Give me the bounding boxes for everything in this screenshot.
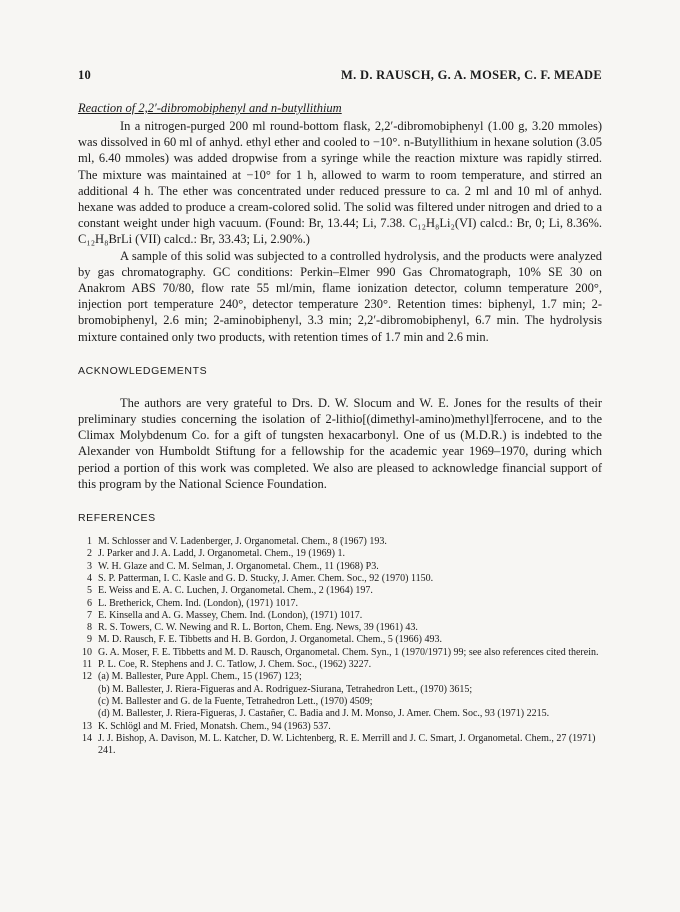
- reference-item: [78, 573, 602, 585]
- reference-number: 6: [87, 597, 92, 609]
- reference-text: (a) M. Ballester, Pure Appl. Chem., 15 (1967) 123; (b) M. Ballester, J. Riera-Figueras and A. Rodriguez-Siurana, Tetrahedron Lett., (1970) 3615; (c) M. Ballester and G. de la Fuente, Tetrahedron Lett., (1970) 4509; (d) M. Ballester, J. Riera-Figueras, J. Castañer, C. Badia and J. M. Monso, J. Amer. Chem. Soc., 93 (1971) 2215.: [98, 671, 602, 720]
- page-number: 10: [78, 68, 92, 82]
- references-heading: REFERENCES: [78, 512, 156, 525]
- reference-number: 2: [87, 548, 92, 560]
- reference-item: [78, 659, 602, 671]
- section-title: Reaction of 2,2′-dibromobiphenyl and n-butyllithium: [78, 101, 342, 115]
- running-head: [78, 68, 602, 83]
- reference-item: [78, 536, 602, 548]
- reference-item: [78, 598, 602, 610]
- reference-item: [78, 671, 602, 720]
- reference-item: [78, 733, 602, 758]
- reference-text: E. Kinsella and A. G. Massey, Chem. Ind. (London), (1971) 1017.: [98, 609, 363, 621]
- reference-text: R. S. Towers, C. W. Newing and R. L. Borton, Chem. Eng. News, 39 (1961) 43.: [98, 622, 418, 634]
- reference-number: 11: [82, 659, 92, 671]
- reference-number: 8: [87, 622, 92, 634]
- reference-number: 14: [82, 732, 92, 744]
- reference-item: [78, 610, 602, 622]
- reference-text: P. L. Coe, R. Stephens and J. C. Tatlow, J. Chem. Soc., (1962) 3227.: [98, 659, 372, 671]
- reference-item: [78, 561, 602, 573]
- reference-item: [78, 721, 602, 733]
- reference-text: M. D. Rausch, F. E. Tibbetts and H. B. Gordon, J. Organometal. Chem., 5 (1966) 493.: [98, 634, 443, 646]
- references-list: [78, 536, 602, 757]
- reference-text: M. Schlosser and V. Ladenberger, J. Organometal. Chem., 8 (1967) 193.: [98, 536, 387, 548]
- experimental-paragraph-2: A sample of this solid was subjected to a controlled hydrolysis, and the products were analyzed by gas chromatography. GC conditions: Perkin–Elmer 990 Gas Chromatograph, 10% SE 30 on Anakrom ABS 70/80, flow rate 55 ml/min, flame ionization detector, column temperature 200°, injection port temperature 240°, detector temperature 230°. Retention times: biphenyl, 1.7 min; 2-bromobiphenyl, 2.6 min; 2-aminobiphenyl, 3.3 min; 2,2′-dibromobiphenyl, 6.7 min. The hydrolysis mixture contained only two products, with retention times of 1.7 min and 2.6 min.: [78, 248, 602, 344]
- reference-number: 1: [87, 536, 92, 548]
- reference-number: 12: [82, 671, 92, 683]
- reference-number: 10: [82, 646, 92, 658]
- reference-number: 5: [87, 585, 92, 597]
- reference-item: [78, 548, 602, 560]
- reference-number: 4: [87, 572, 92, 584]
- reference-text: J. J. Bishop, A. Davison, M. L. Katcher, D. W. Lichtenberg, R. E. Merrill and J. C. Smart, J. Organometal. Chem., 27 (1971) 241.: [98, 732, 596, 757]
- experimental-paragraph-1: In a nitrogen-purged 200 ml round-bottom flask, 2,2′-dibromobiphenyl (1.00 g, 3.20 mmoles) was dissolved in 60 ml of anhyd. ethyl ether and cooled to −10°. n-Butyllithium in hexane solution (3.05 ml, 6.40 mmoles) was added dropwise from a syringe while the reaction mixture was rapidly stirred. The mixture was maintained at −10° for 1 h, allowed to warm to room temperature, and stirred an additional 4 h. The ether was concentrated under reduced pressure to ca. 2 ml and 10 ml of anhyd. hexane was added to produce a cream-colored solid. The solid was filtered under nitrogen and dried to a constant weight under high vacuum. (Found: Br, 13.44; Li, 7.38. C₁₂H₈Li₂(VI) calcd.: Br, 0; Li, 8.36%. C₁₂H₈BrLi (VII) calcd.: Br, 33.43; Li, 2.90%.): [78, 119, 602, 247]
- reference-subitem: (d) M. Ballester, J. Riera-Figueras, J. Castañer, C. Badia and J. M. Monso, J. Amer. Chem. Soc., 93 (1971) 2215.: [98, 708, 550, 720]
- reference-text: L. Bretherick, Chem. Ind. (London), (1971) 1017.: [98, 597, 298, 609]
- acknowledgements-heading: ACKNOWLEDGEMENTS: [78, 364, 208, 377]
- acknowledgements-text: The authors are very grateful to Drs. D. W. Slocum and W. E. Jones for the results of their preliminary studies concerning the isolation of 2-lithio[(dimethyl-amino)methyl]ferrocene, and to the Climax Molybdenum Co. for a gift of tungsten hexacarbonyl. One of us (M.D.R.) is indebted to the Alexander von Humboldt Stiftung for a fellowship for the academic year 1969–1970, during which period a portion of this work was completed. We also are pleased to acknowledge financial support of this program by the National Science Foundation.: [78, 395, 602, 491]
- reference-item: [78, 647, 602, 659]
- reference-number: 3: [87, 560, 92, 572]
- reference-item: [78, 585, 602, 597]
- reference-number: 7: [87, 609, 92, 621]
- reference-number: 13: [82, 720, 92, 732]
- reference-item: [78, 634, 602, 646]
- reference-text: J. Parker and J. A. Ladd, J. Organometal. Chem., 19 (1969) 1.: [98, 548, 345, 560]
- reference-number: 9: [87, 634, 92, 646]
- reference-text: K. Schlögl and M. Fried, Monatsh. Chem., 94 (1963) 537.: [98, 720, 331, 732]
- reference-text: S. P. Patterman, I. C. Kasle and G. D. Stucky, J. Amer. Chem. Soc., 92 (1970) 1150.: [98, 572, 434, 584]
- reference-subitem: (b) M. Ballester, J. Riera-Figueras and A. Rodriguez-Siurana, Tetrahedron Lett., (1970) 3615;: [98, 683, 473, 695]
- running-head-authors: M. D. RAUSCH, G. A. MOSER, C. F. MEADE: [341, 68, 602, 82]
- reference-item: [78, 622, 602, 634]
- reference-text: W. H. Glaze and C. M. Selman, J. Organometal. Chem., 11 (1968) P3.: [98, 560, 379, 572]
- reference-subitem: (c) M. Ballester and G. de la Fuente, Tetrahedron Lett., (1970) 4509;: [98, 695, 373, 707]
- reference-text: E. Weiss and E. A. C. Luchen, J. Organometal. Chem., 2 (1964) 197.: [98, 585, 373, 597]
- reference-text: G. A. Moser, F. E. Tibbetts and M. D. Rausch, Organometal. Chem. Syn., 1 (1970/1971) 99; see also references cited therein.: [98, 646, 599, 658]
